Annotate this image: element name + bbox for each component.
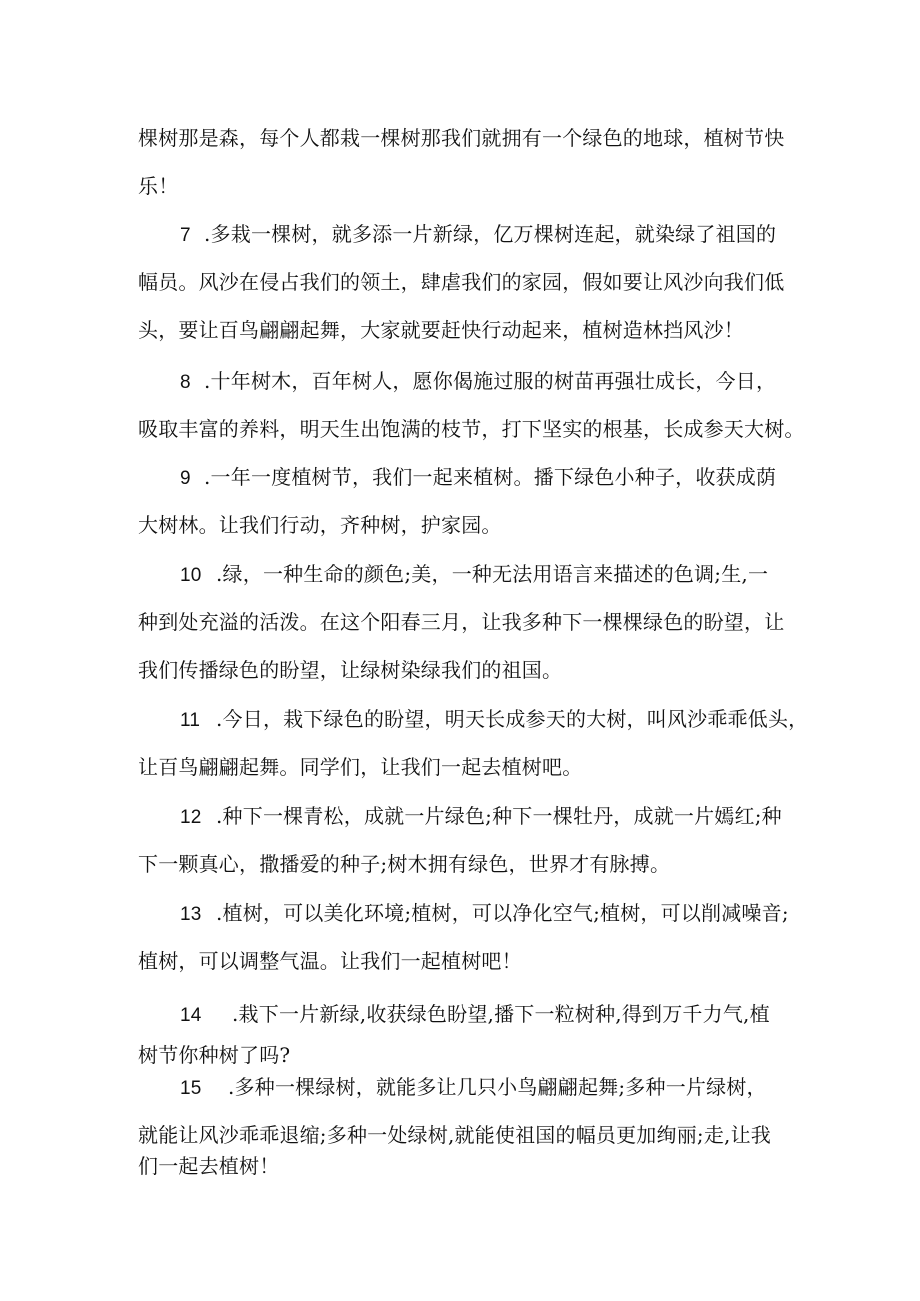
item-number: 14 <box>180 1005 202 1026</box>
item-number: 9 <box>180 468 191 489</box>
paragraph-line: 吸取丰富的养料，明天生出饱满的枝节，打下坚实的根基，长成参天大树。 <box>138 417 805 441</box>
paragraph-line <box>180 367 776 397</box>
item-text: .绿，一种生命的颜色;美，一种无法用语言来描述的色调;生,一 <box>216 562 769 586</box>
paragraph-line: 树节你种树了吗? <box>138 1043 291 1067</box>
paragraph-line <box>180 463 776 493</box>
paragraph-line <box>180 802 782 832</box>
item-text: .种下一棵青松，成就一片绿色;种下一棵牡丹，成就一片嫣红;种 <box>216 804 782 828</box>
paragraph-line: 幅员。风沙在侵占我们的领土，肆虐我们的家园，假如要让风沙向我们低 <box>138 270 785 294</box>
item-number: 8 <box>180 372 191 393</box>
item-text: .植树，可以美化环境;植树，可以净化空气;植树，可以削减噪音; <box>216 901 789 925</box>
paragraph-line: 让百鸟翩翩起舞。同学们，让我们一起去植树吧。 <box>138 755 583 779</box>
item-text: .十年树木，百年树人，愿你偈施过服的树苗再强壮成长，今日， <box>204 369 777 393</box>
item-text: .多种一棵绿树，就能多让几只小鸟翩翩起舞;多种一片绿树， <box>228 1075 767 1099</box>
paragraph-line: 下一颗真心，撒播爱的种子;树木拥有绿色，世界才有脉搏。 <box>138 852 671 876</box>
paragraph-line: 种到处充溢的活泼。在这个阳春三月，让我多种下一棵棵绿色的盼望，让 <box>138 610 785 634</box>
item-number: 15 <box>180 1078 202 1099</box>
intro-line: 棵树那是森，每个人都栽一棵树那我们就拥有一个绿色的地球，植树节快 <box>138 126 785 150</box>
item-number: 12 <box>180 807 202 828</box>
item-number: 7 <box>180 225 191 246</box>
item-number: 11 <box>180 710 201 731</box>
item-text: .多栽一棵树，就多添一片新绿，亿万棵树连起，就染绿了祖国的 <box>204 222 777 246</box>
paragraph-line: 头，要让百鸟翩翩起舞，大家就要赶快行动起来，植树造林挡风沙！ <box>138 318 744 342</box>
intro-line: 乐！ <box>138 174 179 198</box>
item-number: 10 <box>180 565 202 586</box>
paragraph-line: 大树林。让我们行动，齐种树，护家园。 <box>138 513 502 537</box>
item-text: .今日，栽下绿色的盼望，明天长成参天的大树，叫风沙乖乖低头， <box>216 707 809 731</box>
paragraph-line <box>180 705 808 735</box>
paragraph-line <box>180 899 789 929</box>
item-text: .栽下一片新绿,收获绿色盼望,播下一粒树种,得到万千力气,植 <box>232 1002 770 1026</box>
paragraph-line <box>180 1000 770 1030</box>
paragraph-line <box>180 1073 767 1103</box>
paragraph-line <box>180 220 776 250</box>
paragraph-line: 就能让风沙乖乖退缩;多种一处绿树,就能使祖国的幅员更加绚丽;走,让我 <box>138 1123 771 1147</box>
paragraph-line: 植树，可以调整气温。让我们一起植树吧！ <box>138 949 522 973</box>
paragraph-line: 我们传播绿色的盼望，让绿树染绿我们的祖国。 <box>138 658 563 682</box>
paragraph-line: 们一起去植树！ <box>138 1154 280 1178</box>
paragraph-line <box>180 560 768 590</box>
item-number: 13 <box>180 904 202 925</box>
item-text: .一年一度植树节，我们一起来植树。播下绿色小种子，收获成荫 <box>204 465 777 489</box>
